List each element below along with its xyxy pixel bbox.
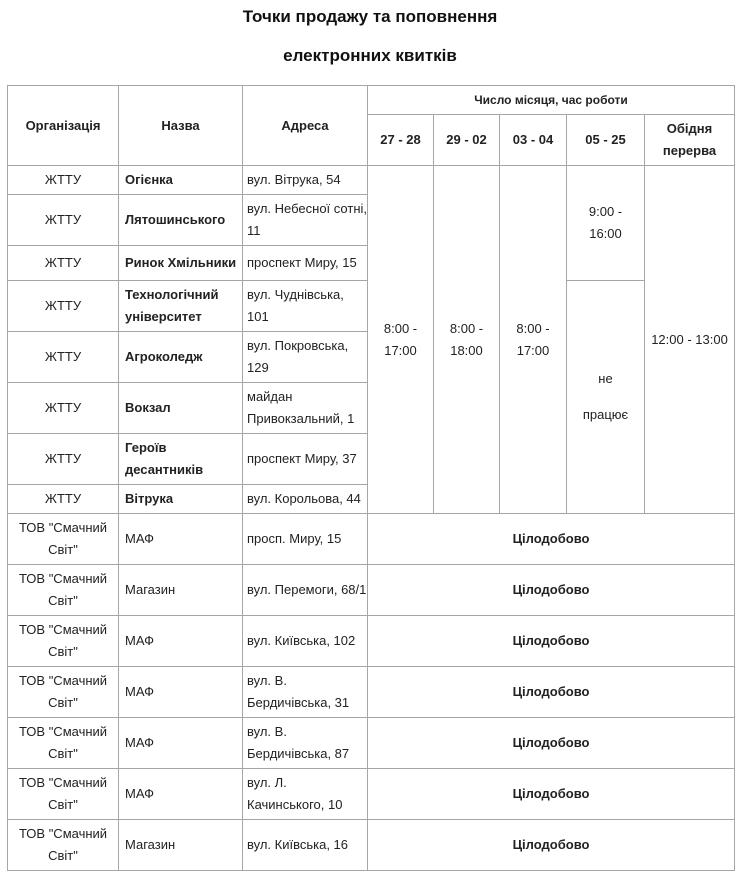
hours-p2-line2: 18:00 <box>450 342 483 358</box>
schedule-table <box>7 85 735 871</box>
header-address: Адреса <box>243 86 368 166</box>
cell-org: ТОВ "Смачний Світ" <box>8 667 119 718</box>
cell-hours-24h: Цілодобово <box>368 616 735 667</box>
hours-p1-line1: 8:00 - <box>383 320 418 336</box>
table-row <box>8 820 735 871</box>
cell-org: ЖТТУ <box>8 281 119 332</box>
header-period-1: 27 - 28 <box>368 115 434 166</box>
cell-address: вул. Покровська, 129 <box>243 332 368 383</box>
cell-address: майдан Привокзальний, 1 <box>243 383 368 434</box>
cell-name: Технологічний університет <box>119 281 243 332</box>
header-break-line2: перерва <box>662 143 717 158</box>
cell-org: ТОВ "Смачний Світ" <box>8 718 119 769</box>
cell-name: МАФ <box>119 616 243 667</box>
cell-org: ТОВ "Смачний Світ" <box>8 820 119 871</box>
closed-line1: не <box>598 371 613 386</box>
header-date-bold: Число місяця, <box>474 93 559 107</box>
cell-address: вул. Перемоги, 68/1 <box>243 565 368 616</box>
cell-name: Магазин <box>119 820 243 871</box>
table-row <box>8 769 735 820</box>
cell-name: Лятошинського <box>119 195 243 246</box>
header-break-line1: Обідня <box>666 121 713 136</box>
cell-name: Вітрука <box>119 485 243 514</box>
cell-address: проспект Миру, 15 <box>243 246 368 281</box>
hours-period-1 <box>368 166 434 514</box>
header-date-time <box>368 86 735 115</box>
cell-org: ЖТТУ <box>8 434 119 485</box>
header-period-3: 03 - 04 <box>500 115 567 166</box>
header-name: Назва <box>119 86 243 166</box>
cell-address: вул. Київська, 16 <box>243 820 368 871</box>
table-row <box>8 514 735 565</box>
cell-address: вул. Вітрука, 54 <box>243 166 368 195</box>
hours-p4-line1: 9:00 - <box>588 204 623 219</box>
hours-p3-line1: 8:00 - <box>516 320 550 336</box>
cell-name: МАФ <box>119 769 243 820</box>
cell-address: вул. Корольова, 44 <box>243 485 368 514</box>
hours-p2-line1: 8:00 - <box>449 320 484 336</box>
cell-org: ТОВ "Смачний Світ" <box>8 565 119 616</box>
cell-org: ЖТТУ <box>8 383 119 434</box>
table-row <box>8 565 735 616</box>
cell-name: МАФ <box>119 514 243 565</box>
hours-p1-line2: 17:00 <box>384 342 417 358</box>
cell-name: Огієнка <box>119 166 243 195</box>
cell-hours-24h: Цілодобово <box>368 820 735 871</box>
cell-org: ЖТТУ <box>8 195 119 246</box>
cell-org: ТОВ "Смачний Світ" <box>8 769 119 820</box>
cell-name: Героїв десантників <box>119 434 243 485</box>
header-period-4: 05 - 25 <box>567 115 645 166</box>
cell-hours-24h: Цілодобово <box>368 514 735 565</box>
table-row <box>8 166 735 195</box>
cell-address: вул. Л. Качинського, 10 <box>243 769 368 820</box>
cell-name: МАФ <box>119 667 243 718</box>
cell-name: МАФ <box>119 718 243 769</box>
hours-period-4 <box>567 166 645 281</box>
hours-lunch: 12:00 - 13:00 <box>645 166 735 514</box>
header-period-2: 29 - 02 <box>434 115 500 166</box>
header-break <box>645 115 735 166</box>
table-row <box>8 667 735 718</box>
cell-hours-24h: Цілодобово <box>368 667 735 718</box>
cell-org: ЖТТУ <box>8 485 119 514</box>
cell-address: вул. Небесної сотні, 11 <box>243 195 368 246</box>
closed-line2: працює <box>582 407 629 422</box>
header-date-rest: час роботи <box>558 93 628 107</box>
table-row <box>8 718 735 769</box>
cell-name: Агроколедж <box>119 332 243 383</box>
cell-org: ЖТТУ <box>8 332 119 383</box>
title-line-2: електронних квитків <box>283 46 457 65</box>
cell-name: Вокзал <box>119 383 243 434</box>
cell-hours-24h: Цілодобово <box>368 769 735 820</box>
cell-address: проспект Миру, 37 <box>243 434 368 485</box>
hours-period-3 <box>500 166 567 514</box>
hours-period-2 <box>434 166 500 514</box>
cell-org: ЖТТУ <box>8 166 119 195</box>
cell-address: вул. Київська, 102 <box>243 616 368 667</box>
cell-org: ТОВ "Смачний Світ" <box>8 616 119 667</box>
cell-org: ТОВ "Смачний Світ" <box>8 514 119 565</box>
title-line-1: Точки продажу та поповнення <box>242 7 498 26</box>
hours-p3-line2: 17:00 <box>516 342 550 358</box>
cell-name: Магазин <box>119 565 243 616</box>
header-organization: Організація <box>8 86 119 166</box>
cell-address: вул. В. Бердичівська, 87 <box>243 718 368 769</box>
cell-hours-24h: Цілодобово <box>368 718 735 769</box>
hours-p4-line2: 16:00 <box>589 226 622 241</box>
table-row <box>8 616 735 667</box>
cell-name: Ринок Хмільники <box>119 246 243 281</box>
cell-address: просп. Миру, 15 <box>243 514 368 565</box>
cell-address: вул. В. Бердичівська, 31 <box>243 667 368 718</box>
cell-org: ЖТТУ <box>8 246 119 281</box>
cell-hours-24h: Цілодобово <box>368 565 735 616</box>
hours-period-4-closed <box>567 281 645 514</box>
cell-address: вул. Чуднівська, 101 <box>243 281 368 332</box>
